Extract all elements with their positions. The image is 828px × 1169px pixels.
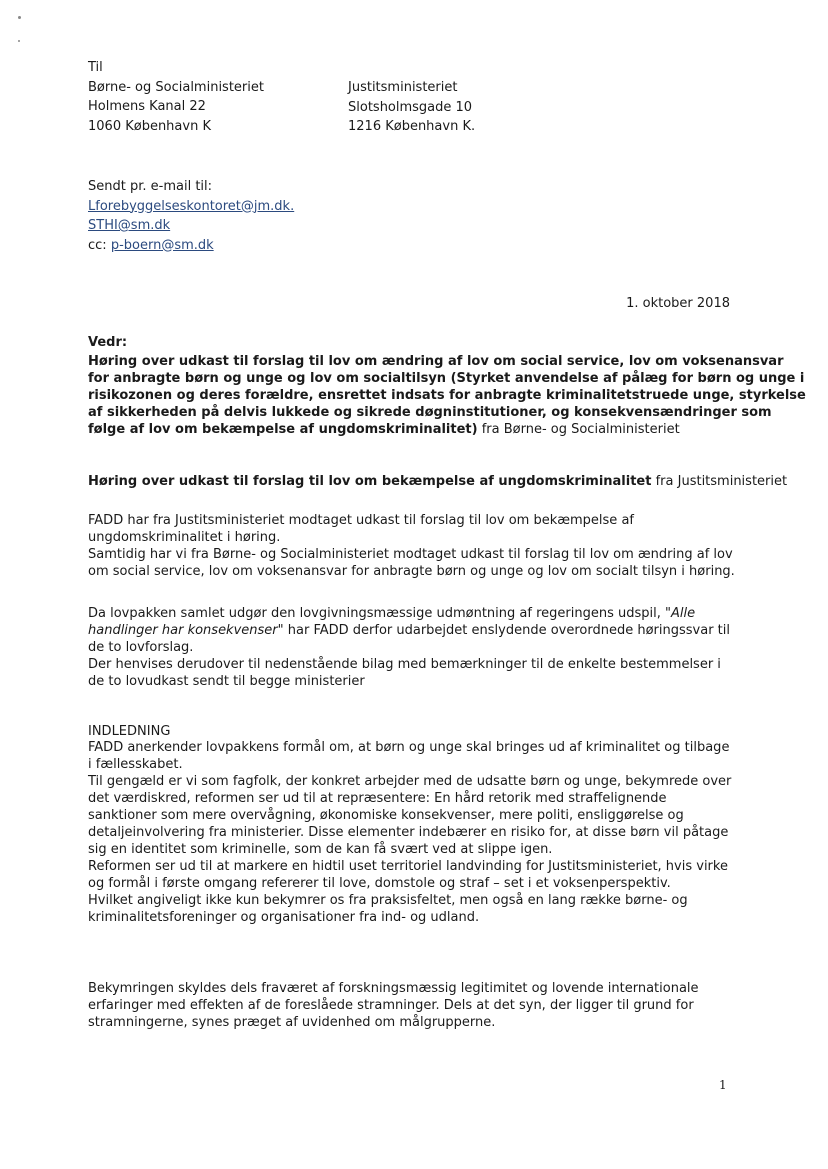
- subject-justice-ministry: [88, 473, 788, 490]
- paragraph-received: [88, 512, 738, 580]
- paragraph-line: Hvilket angiveligt ikke kun bekymrer os fra praksisfeltet, men også en lang række børne- og: [88, 893, 688, 908]
- paragraph-line: Reformen ser ud til at markere en hidtil uset territoriel landvinding for Justitsministeriet, hvis virke: [88, 859, 728, 874]
- address-line: Holmens Kanal 22: [88, 99, 206, 114]
- paragraph-line: FADD anerkender lovpakkens formål om, at børn og unge skal bringes ud af kriminalitet og tilbage: [88, 740, 730, 755]
- paragraph-line: Til gengæld er vi som fagfolk, der konkret arbejder med de udsatte børn og unge, bekymrede over: [88, 774, 732, 789]
- subject-social-ministry: [88, 353, 806, 438]
- paragraph-line: [88, 605, 738, 622]
- subject-bold-text: for anbragte børn og unge og lov om socialtilsyn (Styrket anvendelse af pålæg for børn og unge i: [88, 371, 805, 386]
- scan-speck: [18, 16, 21, 19]
- email-link-cc[interactable]: p-boern@sm.dk: [110, 237, 214, 253]
- paragraph-line: kriminalitetsforeninger og organisationer fra ind- og udland.: [88, 910, 480, 925]
- address-line: 1216 København K.: [348, 119, 476, 134]
- address-line: 1060 København K: [88, 118, 211, 134]
- vedr-label: Vedr:: [88, 335, 128, 350]
- subject-bold-text: af sikkerheden på delvis lukkede og sikrede døgninstitutioner, og konsekvensændringer som: [88, 405, 772, 420]
- address-line: Børne- og Socialministeriet: [88, 79, 264, 95]
- paragraph-line: det værdiskred, reformen ser ud til at repræsentere: En hård retorik med straffelignende: [88, 791, 667, 806]
- email-link-social[interactable]: STHI@sm.dk: [88, 218, 171, 233]
- paragraph-line: Bekymringen skyldes dels fraværet af forskningsmæssig legitimitet og lovende internationale: [88, 981, 699, 996]
- subject-line: [88, 404, 772, 421]
- subject-suffix: fra Børne- og Socialministeriet: [477, 422, 680, 437]
- address-line: Til: [88, 60, 103, 75]
- subject-bold-text: Høring over udkast til forslag til lov om bekæmpelse af ungdomskriminalitet: [88, 474, 652, 489]
- paragraph-lovpakken: [88, 605, 738, 690]
- recipient-address-right: [348, 78, 475, 137]
- paragraph-line: i fællesskabet.: [88, 757, 183, 772]
- recipient-address-left: [88, 58, 264, 136]
- paragraph-text: har FADD derfor udarbejdet enslydende overordnede høringssvar til: [283, 623, 730, 638]
- subject-line: [88, 421, 738, 438]
- paragraph-line: og formål i første omgang refererer til love, domstole og straf – set i et voksenperspektiv.: [88, 876, 671, 891]
- subject-line: [88, 353, 784, 370]
- paragraph-line: ungdomskriminalitet i høring.: [88, 530, 281, 545]
- scan-speck: [18, 40, 20, 42]
- subject-bold-text: risikozonen og deres forældre, ensrettet indsats for anbragte kriminalitetstruede unge, styrkelse: [88, 388, 806, 403]
- address-line: Justitsministeriet: [348, 80, 458, 95]
- paragraph-introduction: [88, 739, 738, 926]
- paragraph-concern: [88, 980, 738, 1031]
- subject-bold-text: Høring over udkast til forslag til lov om ændring af lov om social service, lov om voksenansvar: [88, 354, 784, 369]
- paragraph-line: [88, 622, 738, 639]
- cc-line: [88, 236, 294, 256]
- subject-suffix: fra Justitsministeriet: [651, 474, 788, 489]
- paragraph-line: Der henvises derudover til nedenstående bilag med bemærkninger til de enkelte bestemmelser i: [88, 657, 721, 672]
- paragraph-text: Da lovpakken samlet udgør den lovgivningsmæssige udmøntning af regeringens udspil,: [88, 606, 665, 621]
- paragraph-line: de to lovforslag.: [88, 640, 194, 655]
- quoted-title: handlinger har konsekvenser": [88, 623, 284, 638]
- subject-line: [88, 387, 806, 404]
- sent-label: Sendt pr. e-mail til:: [88, 179, 213, 194]
- cc-label: cc:: [88, 237, 111, 253]
- email-link-justice[interactable]: Lforebyggelseskontoret@jm.dk.: [88, 198, 295, 214]
- paragraph-line: detaljeinvolvering fra ministerier. Disse elementer indebærer en risiko for, at disse børn vil påtage: [88, 825, 729, 840]
- address-line: Slotsholmsgade 10: [348, 99, 473, 115]
- paragraph-line: stramningerne, synes præget af uvidenhed om målgrupperne.: [88, 1015, 496, 1030]
- paragraph-line: de to lovudkast sendt til begge ministerier: [88, 674, 365, 689]
- letter-date: 1. oktober 2018: [626, 296, 730, 311]
- sent-by-email-block: [88, 177, 294, 255]
- subject-line: [88, 370, 805, 387]
- paragraph-line: sig en identitet som kriminelle, som de kan få svært ved at slippe igen.: [88, 842, 553, 857]
- subject-bold-text: følge af lov om bekæmpelse af ungdomskriminalitet): [88, 422, 478, 437]
- quoted-title: "Alle: [664, 606, 696, 621]
- subject-line: [88, 473, 788, 490]
- paragraph-line: erfaringer med effekten af de foreslåede stramninger. Dels at det syn, der ligger til grund for: [88, 998, 694, 1013]
- page-number: 1: [719, 1078, 727, 1092]
- paragraph-line: om social service, lov om voksenansvar for anbragte børn og unge og lov om socialt tilsyn i høring.: [88, 564, 735, 579]
- paragraph-line: Samtidig har vi fra Børne- og Socialministeriet modtaget udkast til forslag til lov om ændring af lov: [88, 547, 733, 562]
- paragraph-line: FADD har fra Justitsministeriet modtaget udkast til forslag til lov om bekæmpelse af: [88, 513, 634, 528]
- section-heading: INDLEDNING: [88, 724, 171, 739]
- paragraph-line: sanktioner som mere overvågning, økonomiske konsekvenser, mere politi, ensliggørelse og: [88, 808, 684, 823]
